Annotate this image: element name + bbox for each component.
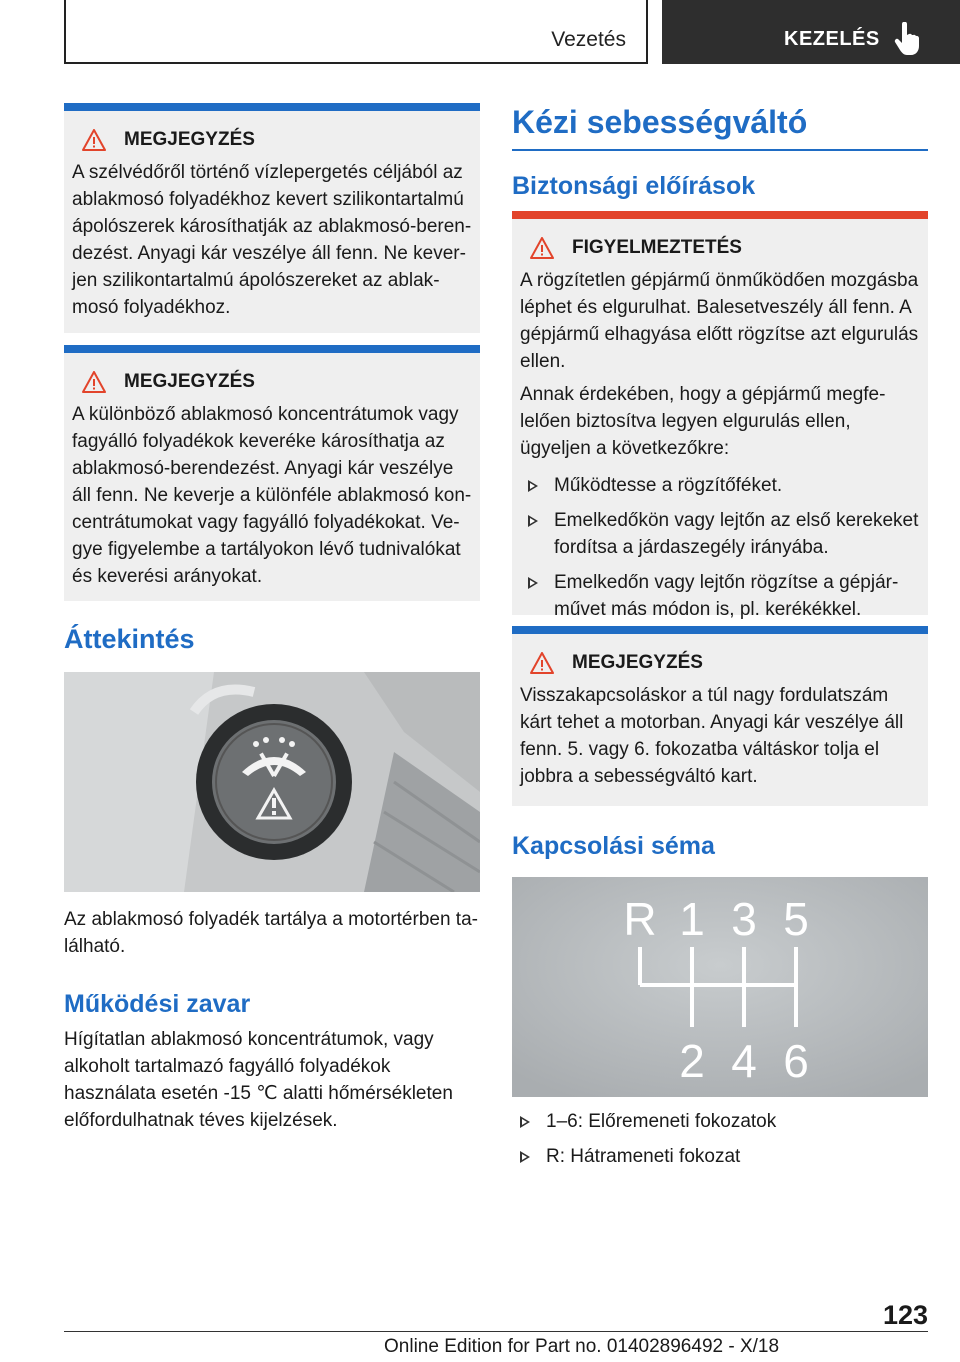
triangle-bullet-icon	[520, 1151, 530, 1163]
note-text: A különböző ablakmosó koncentrátumok vagy fagyálló folyadékok keveréke károsíthatja az ablakmosó-berendezést. Anyagi kár veszélye áll fenn. Ne keverje a különféle ablakmosó koncentrátumokat vagy fagyálló folyadékokat. Vegye figyelembe a tartályokon lévő tudnivalókat és keverési arányokat.	[72, 404, 472, 587]
list-item	[512, 1108, 928, 1135]
hand-pointer-icon	[894, 22, 920, 56]
warning-text: Annak érdekében, hogy a gépjármű megfelelően biztosítva legyen elgurulás ellen, ügyeljen a következőkre:	[520, 384, 886, 459]
list-item-text: R: Hátrameneti fokozat	[546, 1146, 741, 1167]
footer-divider	[64, 1331, 928, 1332]
shift-pattern-graphic	[512, 877, 928, 1097]
list-item	[520, 569, 920, 623]
edition-footer: Online Edition for Part no. 01402896492 - X/18	[384, 1336, 780, 1357]
header-section-box	[64, 0, 648, 64]
warning-triangle-icon	[530, 652, 554, 674]
note-box-1	[64, 103, 480, 333]
gear-label-1: 1	[679, 893, 705, 945]
triangle-bullet-icon	[528, 577, 538, 589]
gear-legend-list	[512, 1108, 928, 1178]
list-item-text: 1–6: Előremeneti fokozatok	[546, 1111, 777, 1132]
warning-triangle-icon	[82, 129, 106, 151]
note-title: MEGJEGYZÉS	[124, 129, 255, 150]
triangle-bullet-icon	[520, 1116, 530, 1128]
page-title: Kézi sebességváltó	[512, 104, 928, 151]
page-number: 123	[882, 1300, 928, 1330]
warning-text: A rögzítetlen gépjármű önműködően mozgásba léphet és elgurulhat. Balesetveszély áll fenn. A gépjármű elhagyása előtt rögzítse azt elgurulás ellen.	[520, 270, 919, 372]
note-title: MEGJEGYZÉS	[124, 371, 255, 392]
gear-label-5: 5	[783, 893, 809, 945]
warning-triangle-icon	[530, 237, 554, 259]
gear-label-2: 2	[679, 1035, 705, 1087]
warning-triangle-icon	[82, 371, 106, 393]
shift-pattern-diagram	[512, 877, 928, 1097]
gear-label-r: R	[623, 893, 657, 945]
gear-label-3: 3	[731, 893, 757, 945]
gear-label-6: 6	[783, 1035, 809, 1087]
photo-caption: Az ablakmosó folyadék tartálya a motortérben található.	[64, 909, 478, 957]
warning-box	[512, 211, 928, 620]
list-item-text: Emelkedőkön vagy lejtőn az első kerekeket fordítsa a járdaszegély irányába.	[554, 510, 919, 558]
note-title: MEGJEGYZÉS	[572, 652, 703, 673]
list-item	[512, 1143, 928, 1170]
shift-pattern-heading: Kapcsolási séma	[512, 832, 715, 860]
triangle-bullet-icon	[528, 480, 538, 492]
chapter-title: KEZELÉS	[784, 28, 880, 50]
list-item-text: Működtesse a rögzítőféket.	[554, 475, 783, 496]
triangle-bullet-icon	[528, 515, 538, 527]
list-item	[520, 507, 920, 561]
section-title: Vezetés	[551, 28, 626, 51]
list-item	[520, 472, 920, 499]
list-item-text: Emelkedőn vagy lejtőn rögzítse a gépjárművet más módon is, pl. kerékékkel.	[554, 572, 899, 620]
warning-title: FIGYELMEZTETÉS	[572, 237, 742, 258]
gear-label-4: 4	[731, 1035, 757, 1087]
washer-reservoir-illustration	[64, 672, 480, 892]
washer-reservoir-photo	[64, 672, 480, 892]
safety-heading: Biztonsági előírások	[512, 172, 756, 200]
note-box-2	[64, 345, 480, 601]
malfunction-text: Hígítatlan ablakmosó koncentrátumok, vagy alkoholt tartalmazó fagyálló folyadékok használata esetén -15 ℃ alatti hőmérsékleten előfordulhatnak téves kijelzések.	[64, 1029, 453, 1131]
overview-heading: Áttekintés	[64, 624, 195, 654]
precaution-list	[520, 472, 920, 623]
chapter-tab	[662, 0, 960, 64]
note-text: Visszakapcsoláskor a túl nagy fordulatszám kárt tehet a motorban. Anyagi kár veszélye áll fenn. 5. vagy 6. fokozatba váltáskor tolja el jobbra a sebességváltó kart.	[520, 685, 904, 787]
malfunction-heading: Működési zavar	[64, 990, 251, 1018]
note-box-3	[512, 626, 928, 806]
note-text: A szélvédőről történő vízlepergetés céljából az ablakmosó folyadékhoz kevert szilikontartalmú ápolószerek károsíthatják az ablakmosó-berendezést. Anyagi kár veszélye áll fenn. Ne keverjen szilikontartalmú ápolószereket az ablakmosó folyadékhoz.	[72, 162, 472, 318]
